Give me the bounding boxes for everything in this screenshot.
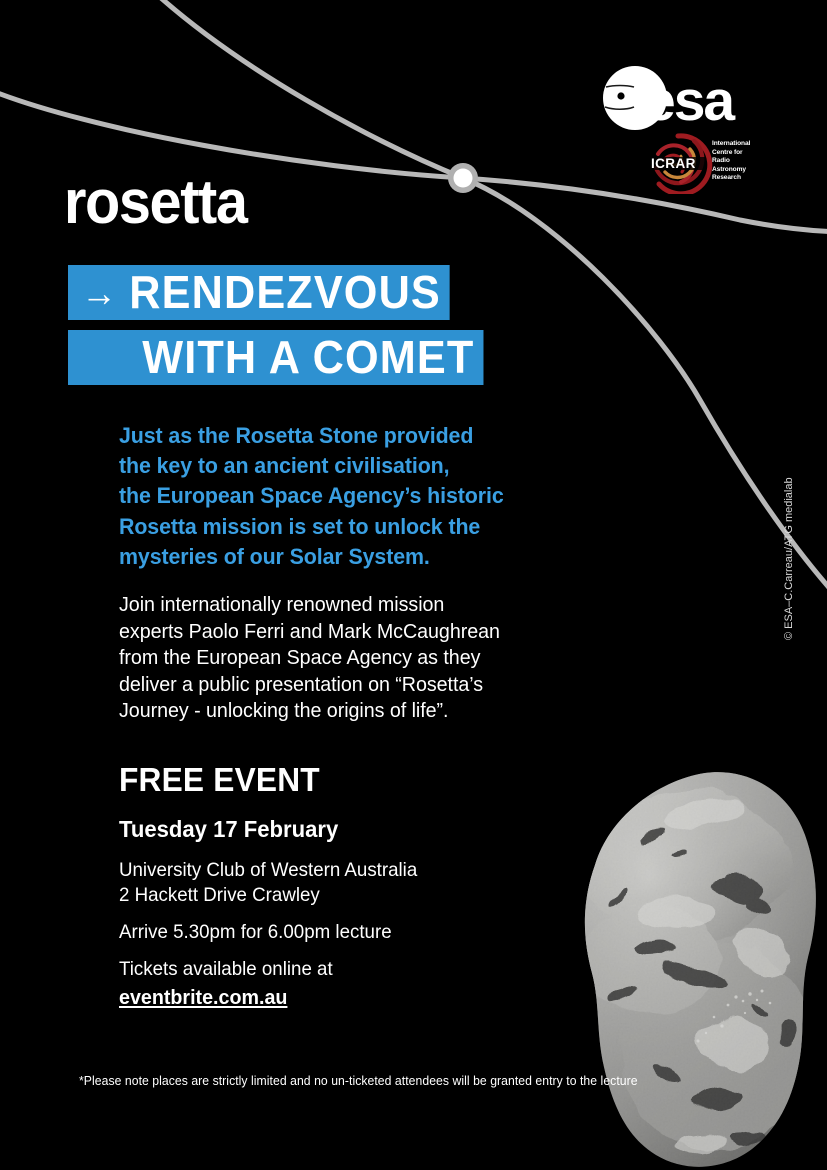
body-line: from the European Space Agency as they [119, 646, 481, 670]
headline-text-1: RENDEZVOUS [129, 266, 441, 318]
icrar-expansion-line: Radio [712, 157, 730, 165]
free-event-heading: FREE EVENT [119, 761, 320, 798]
rosetta-wordmark: rosetta [64, 168, 247, 237]
event-venue [119, 858, 417, 908]
comet-photograph [500, 745, 827, 1170]
headline-banner-line-2: WITH A COMET [68, 330, 484, 385]
icrar-expansion-line: Astronomy [712, 165, 746, 173]
esa-logo [600, 63, 765, 133]
arrow-right-icon: → [81, 273, 119, 315]
headline-banner-line-1 [68, 265, 449, 320]
body-line: Journey - unlocking the origins of life”. [119, 699, 449, 723]
orbit-node-ring [448, 163, 478, 193]
icrar-expansion-line: Research [712, 174, 741, 182]
icrar-expansion-line: International [712, 140, 751, 147]
disclaimer-note: *Please note places are strictly limited and no un-ticketed attendees will be granted entry to the lecture [79, 1074, 638, 1088]
lead-line: Just as the Rosetta Stone provided [119, 423, 474, 448]
event-date: Tuesday 17 February [119, 816, 339, 842]
lead-line: the European Space Agency’s historic [119, 483, 504, 509]
event-arrival-time: Arrive 5.30pm for 6.00pm lecture [119, 921, 392, 943]
image-credit: © ESA–C.Carreau/ATG medialab [783, 477, 795, 640]
body-line: experts Paolo Ferri and Mark McCaughrean [119, 619, 500, 643]
eventbrite-link[interactable]: eventbrite.com.au [119, 986, 288, 1009]
body-line: deliver a public presentation on “Rosetta’s [119, 672, 484, 696]
lead-line: the key to an ancient civilisation, [119, 453, 450, 479]
svg-text:esa: esa [644, 69, 734, 133]
icrar-expansion-line: Centre for [712, 148, 743, 156]
lead-paragraph [119, 421, 504, 572]
tickets-label: Tickets available online at [119, 958, 333, 980]
icrar-acronym: ICRAR [651, 156, 696, 171]
venue-line: 2 Hackett Drive Crawley [119, 884, 320, 906]
venue-line: University Club of Western Australia [119, 859, 418, 881]
body-line: Join internationally renowned mission [119, 593, 445, 616]
lead-line: Rosetta mission is set to unlock the [119, 513, 481, 539]
orbit-node-dot [454, 169, 473, 188]
body-paragraph [119, 592, 503, 725]
lead-line: mysteries of our Solar System. [119, 543, 430, 569]
icrar-expansion [712, 140, 770, 183]
